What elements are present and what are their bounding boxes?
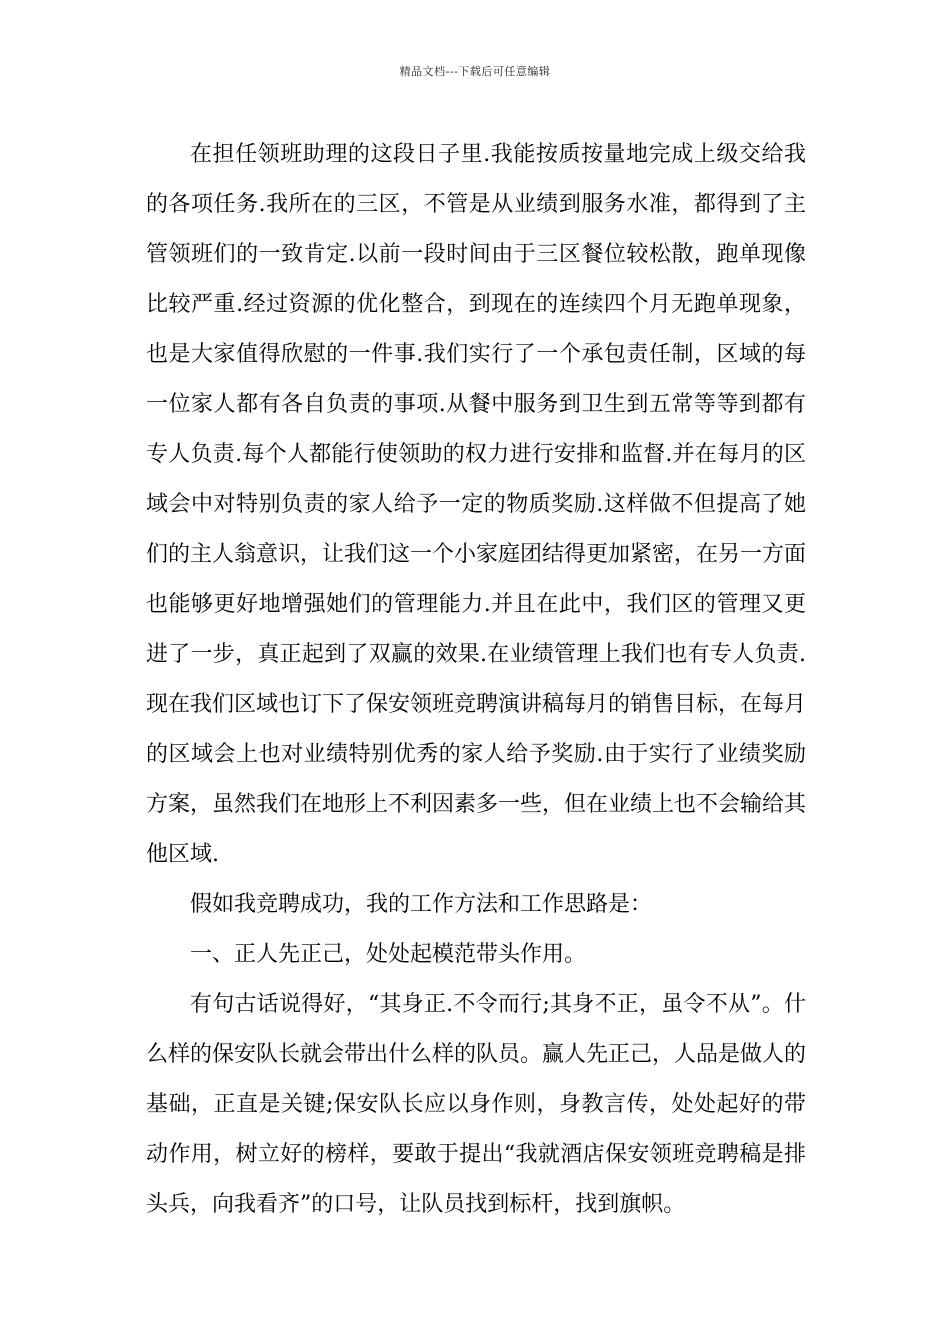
paragraph-2: 假如我竞聘成功，我的工作方法和工作思路是： (190, 892, 653, 917)
document-body (146, 130, 806, 1230)
paragraph-4: 有句古话说得好，“其身正.不令而行;其身不正，虽令不从”。什么样的保安队长就会带出什么样的队员。赢人先正己，人品是做人的基础，正直是关键;保安队长应以身作则，身教言传，处处起好的带动作用，树立好的榜样，要敢于提出“我就酒店保安领班竞聘稿是排头兵，向我看齐”的口号，让队员找到标杆，找到旗帜。 (146, 992, 807, 1217)
paragraph-3: 一、正人先正己，处处起模范带头作用。 (190, 942, 587, 967)
page-header: 精品文档---下载后可任意编辑 (399, 65, 551, 78)
paragraph-1: 在担任领班助理的这段日子里.我能按质按量地完成上级交给我的各项任务.我所在的三区，不管是从业绩到服务水准，都得到了主管领班们的一致肯定.以前一段时间由于三区餐位较松散，跑单现像比较严重.经过资源的优化整合，到现在的连续四个月无跑单现象，也是大家值得欣慰的一件事.我们实行了一个承包责任制，区域的每一位家人都有各自负责的事项.从餐中服务到卫生到五常等等到都有专人负责.每个人都能行使领助的权力进行安排和监督.并在每月的区域会中对特别负责的家人给予一定的物质奖励.这样做不但提高了她们的主人翁意识，让我们这一个小家庭团结得更加紧密，在另一方面也能够更好地增强她们的管理能力.并且在此中，我们区的管理又更进了一步，真正起到了双赢的效果.在业绩管理上我们也有专人负责.现在我们区域也订下了保安领班竞聘演讲稿每月的销售目标，在每月的区域会上也对业绩特别优秀的家人给予奖励.由于实行了业绩奖励方案，虽然我们在地形上不利因素多一些，但在业绩上也不会输给其他区域. (146, 142, 807, 867)
